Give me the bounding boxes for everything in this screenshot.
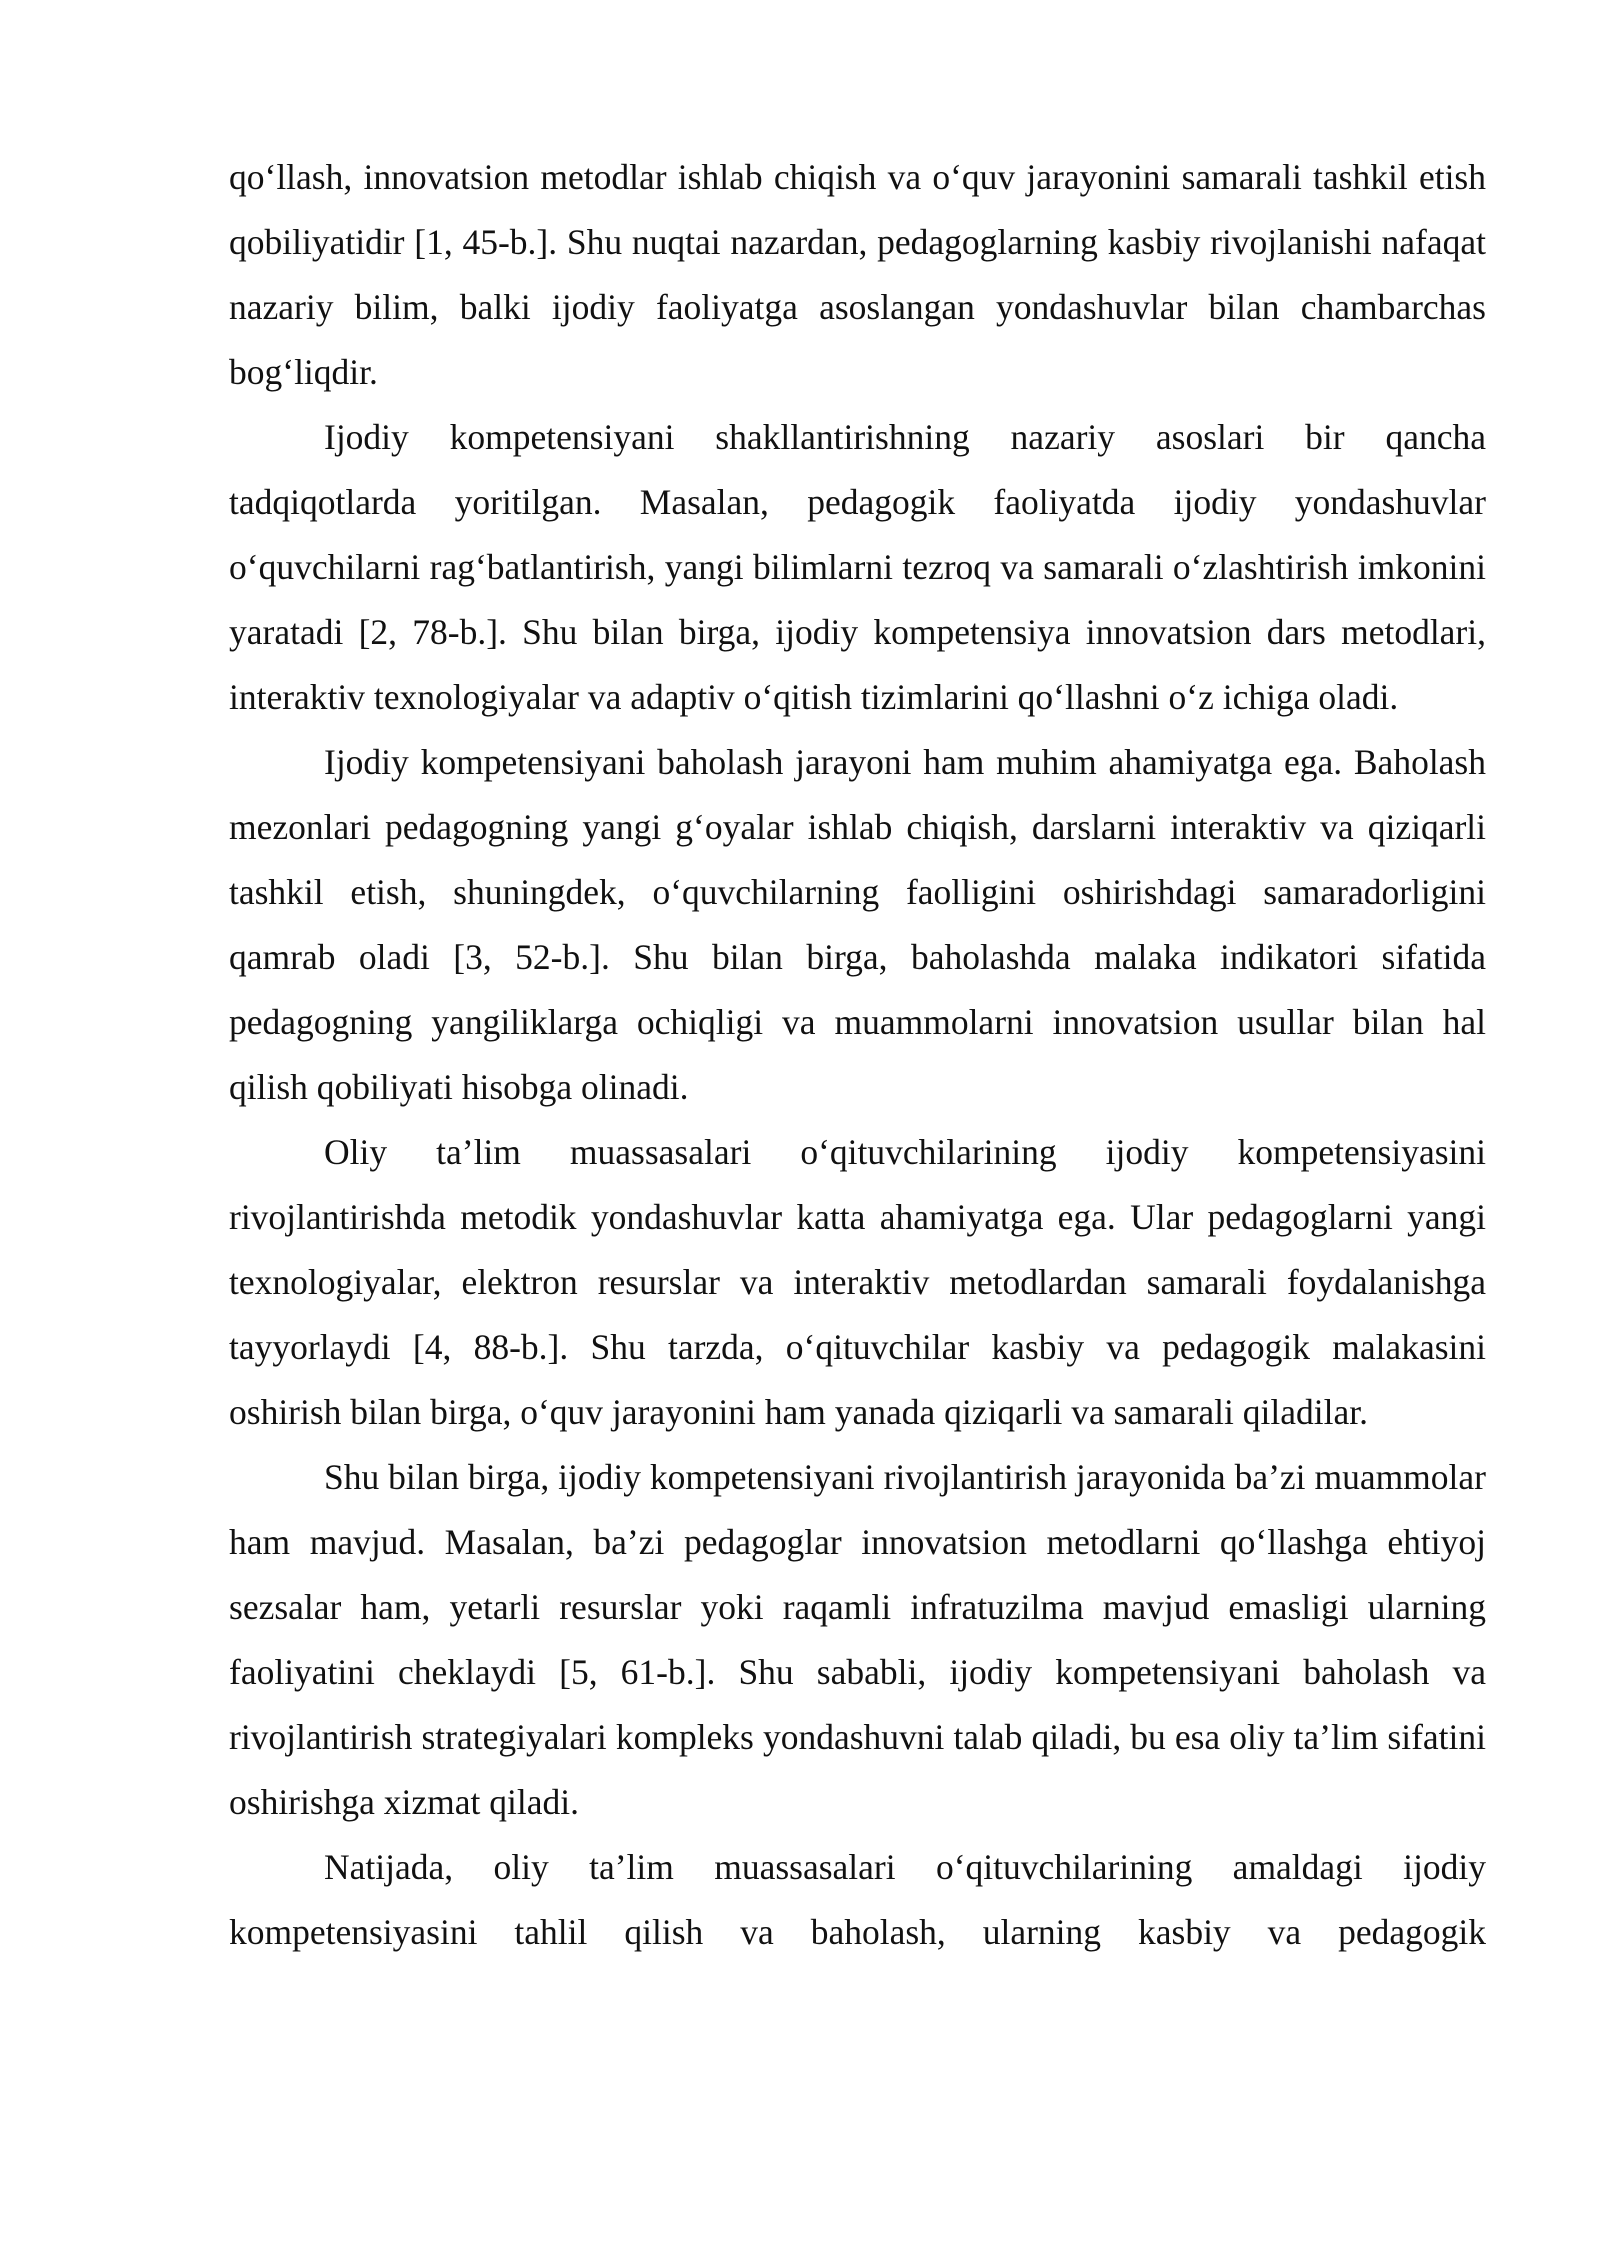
paragraph-6: Natijada, oliy ta’lim muassasalari o‘qituvchilarining amaldagi ijodiy kompetensiyasini tahlil qilish va baholash, ularning kasbiy va pedagogik: [229, 1847, 1486, 1952]
paragraph-5: Shu bilan birga, ijodiy kompetensiyani rivojlantirish jarayonida ba’zi muammolar ham mavjud. Masalan, ba’zi pedagoglar innovatsion metodlarni qo‘llashga ehtiyoj sezsalar ham, yetarli resurslar yoki raqamli infratuzilma mavjud emasligi ularning faoliyatini cheklaydi [5, 61-b.]. Shu sababli, ijodiy kompetensiyani baholash va rivojlantirish strategiyalari kompleks yondashuvni talab qiladi, bu esa oliy ta’lim sifatini oshirishga xizmat qiladi.: [229, 1457, 1486, 1822]
paragraph-1: qo‘llash, innovatsion metodlar ishlab chiqish va o‘quv jarayonini samarali tashkil etish qobiliyatidir [1, 45-b.]. Shu nuqtai nazardan, pedagoglarning kasbiy rivojlanishi nafaqat nazariy bilim, balki ijodiy faoliyatga asoslangan yondashuvlar bilan chambarchas bog‘liqdir.: [229, 157, 1486, 392]
document-body: [229, 145, 1486, 1965]
paragraph-2: Ijodiy kompetensiyani shakllantirishning nazariy asoslari bir qancha tadqiqotlarda yoritilgan. Masalan, pedagogik faoliyatda ijodiy yondashuvlar o‘quvchilarni rag‘batlantirish, yangi bilimlarni tezroq va samarali o‘zlashtirish imkonini yaratadi [2, 78-b.]. Shu bilan birga, ijodiy kompetensiya innovatsion dars metodlari, interaktiv texnologiyalar va adaptiv o‘qitish tizimlarini qo‘llashni o‘z ichiga oladi.: [229, 417, 1486, 717]
paragraph-4: Oliy ta’lim muassasalari o‘qituvchilarining ijodiy kompetensiyasini rivojlantirishda metodik yondashuvlar katta ahamiyatga ega. Ular pedagoglarni yangi texnologiyalar, elektron resurslar va interaktiv metodlardan samarali foydalanishga tayyorlaydi [4, 88-b.]. Shu tarzda, o‘qituvchilar kasbiy va pedagogik malakasini oshirish bilan birga, o‘quv jarayonini ham yanada qiziqarli va samarali qiladilar.: [229, 1132, 1486, 1432]
paragraph-3: Ijodiy kompetensiyani baholash jarayoni ham muhim ahamiyatga ega. Baholash mezonlari pedagogning yangi g‘oyalar ishlab chiqish, darslarni interaktiv va qiziqarli tashkil etish, shuningdek, o‘quvchilarning faolligini oshirishdagi samaradorligini qamrab oladi [3, 52-b.]. Shu bilan birga, baholashda malaka indikatori sifatida pedagogning yangiliklarga ochiqligi va muammolarni innovatsion usullar bilan hal qilish qobiliyati hisobga olinadi.: [229, 742, 1486, 1107]
